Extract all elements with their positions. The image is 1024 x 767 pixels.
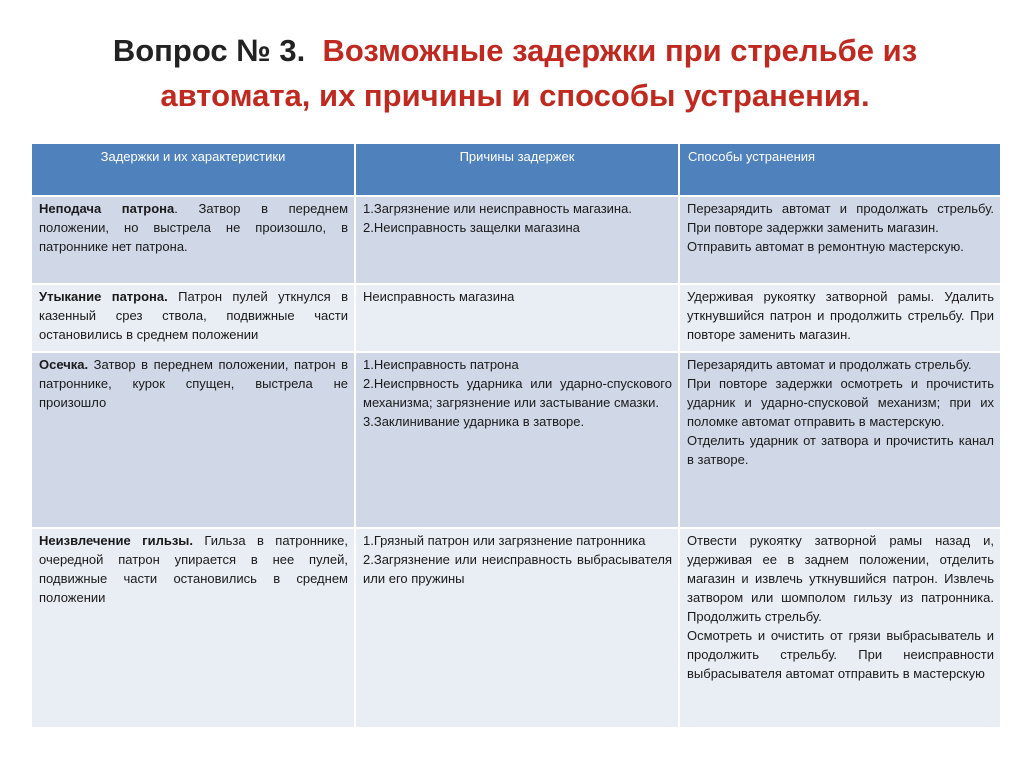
causes-cell xyxy=(355,528,679,728)
slide-title xyxy=(90,28,940,118)
cause-item: 1.Неисправность патрона xyxy=(363,357,519,372)
delay-cell xyxy=(31,284,355,352)
delays-table xyxy=(30,142,1002,729)
cause-item: Неисправность магазина xyxy=(363,289,515,304)
fixes-cell xyxy=(679,528,1001,728)
title-prefix: Вопрос № 3. xyxy=(112,33,306,68)
fixes-cell xyxy=(679,284,1001,352)
title-topic: Возможные задержки при стрельбе из автомата, их причины и способы устранения. xyxy=(160,33,918,113)
fix-item: Перезарядить автомат и продолжать стрельбу. xyxy=(687,357,972,372)
cause-item: 1.Грязный патрон или загрязнение патронника xyxy=(363,533,646,548)
fixes-cell xyxy=(679,352,1001,528)
delay-description: Патрон пулей уткнулся в казенный срез ствола, подвижные части остановились в среднем положении xyxy=(39,289,348,342)
delay-description: Затвор в переднем положении, патрон в патроннике, курок спущен, выстрела не произошло xyxy=(39,357,348,410)
cause-item: 2.Загрязнение или неисправность выбрасывателя или его пружины xyxy=(363,552,672,586)
fix-item: Отправить автомат в ремонтную мастерскую. xyxy=(687,239,964,254)
fixes-cell xyxy=(679,196,1001,284)
table-row xyxy=(31,196,1001,284)
fix-item: При повторе задержки осмотреть и прочистить ударник и ударно-спусковой механизм; при их поломке автомат отправить в мастерскую. xyxy=(687,376,994,429)
cause-item: 1.Загрязнение или неисправность магазина. xyxy=(363,201,632,216)
causes-cell xyxy=(355,352,679,528)
fix-item: Перезарядить автомат и продолжать стрельбу. При повторе задержки заменить магазин. xyxy=(687,201,994,235)
header-causes: Причины задержек xyxy=(355,143,679,196)
delay-description: . Затвор в переднем положении, но выстрела не произошло, в патроннике нет патрона. xyxy=(39,201,349,254)
table-row xyxy=(31,352,1001,528)
fix-item: Осмотреть и очистить от грязи выбрасыватель и продолжить стрельбу. При неисправности выбрасывателя автомат отправить в мастерскую xyxy=(687,628,994,681)
delay-cell xyxy=(31,528,355,728)
delay-name: Утыкание патрона. xyxy=(39,289,168,304)
delay-description: Гильза в патроннике, очередной патрон упирается в нее пулей, подвижные части остановились в среднем положении xyxy=(39,533,348,605)
cause-item: 2.Неиспрвность ударника или ударно-спускового механизма; загрязнение или застывание смазки. xyxy=(363,376,672,410)
cause-item: 2.Неисправность защелки магазина xyxy=(363,220,580,235)
delay-name: Неизвлечение гильзы. xyxy=(39,533,193,548)
causes-cell xyxy=(355,196,679,284)
delay-name: Неподача патрона xyxy=(39,201,175,216)
causes-cell xyxy=(355,284,679,352)
delay-cell xyxy=(31,196,355,284)
delay-cell xyxy=(31,352,355,528)
fix-item: Отделить ударник от затвора и прочистить канал в затворе. xyxy=(687,433,994,467)
header-delays: Задержки и их характеристики xyxy=(31,143,355,196)
delay-name: Осечка. xyxy=(39,357,89,372)
fix-item: Отвести рукоятку затворной рамы назад и, удерживая ее в заднем положении, отделить магазин и извлечь уткнувшийся патрон. Извлечь затвором или шомполом гильзу из патронника. Продолжить стрельбу. xyxy=(687,533,994,624)
header-fixes: Способы устранения xyxy=(679,143,1001,196)
table-row xyxy=(31,284,1001,352)
table-header-row xyxy=(31,143,1001,196)
cause-item: 3.Заклинивание ударника в затворе. xyxy=(363,414,585,429)
table-row xyxy=(31,528,1001,728)
fix-item: Удерживая рукоятку затворной рамы. Удалить уткнувшийся патрон и продолжить стрельбу. При повторе заменить магазин. xyxy=(687,289,994,342)
